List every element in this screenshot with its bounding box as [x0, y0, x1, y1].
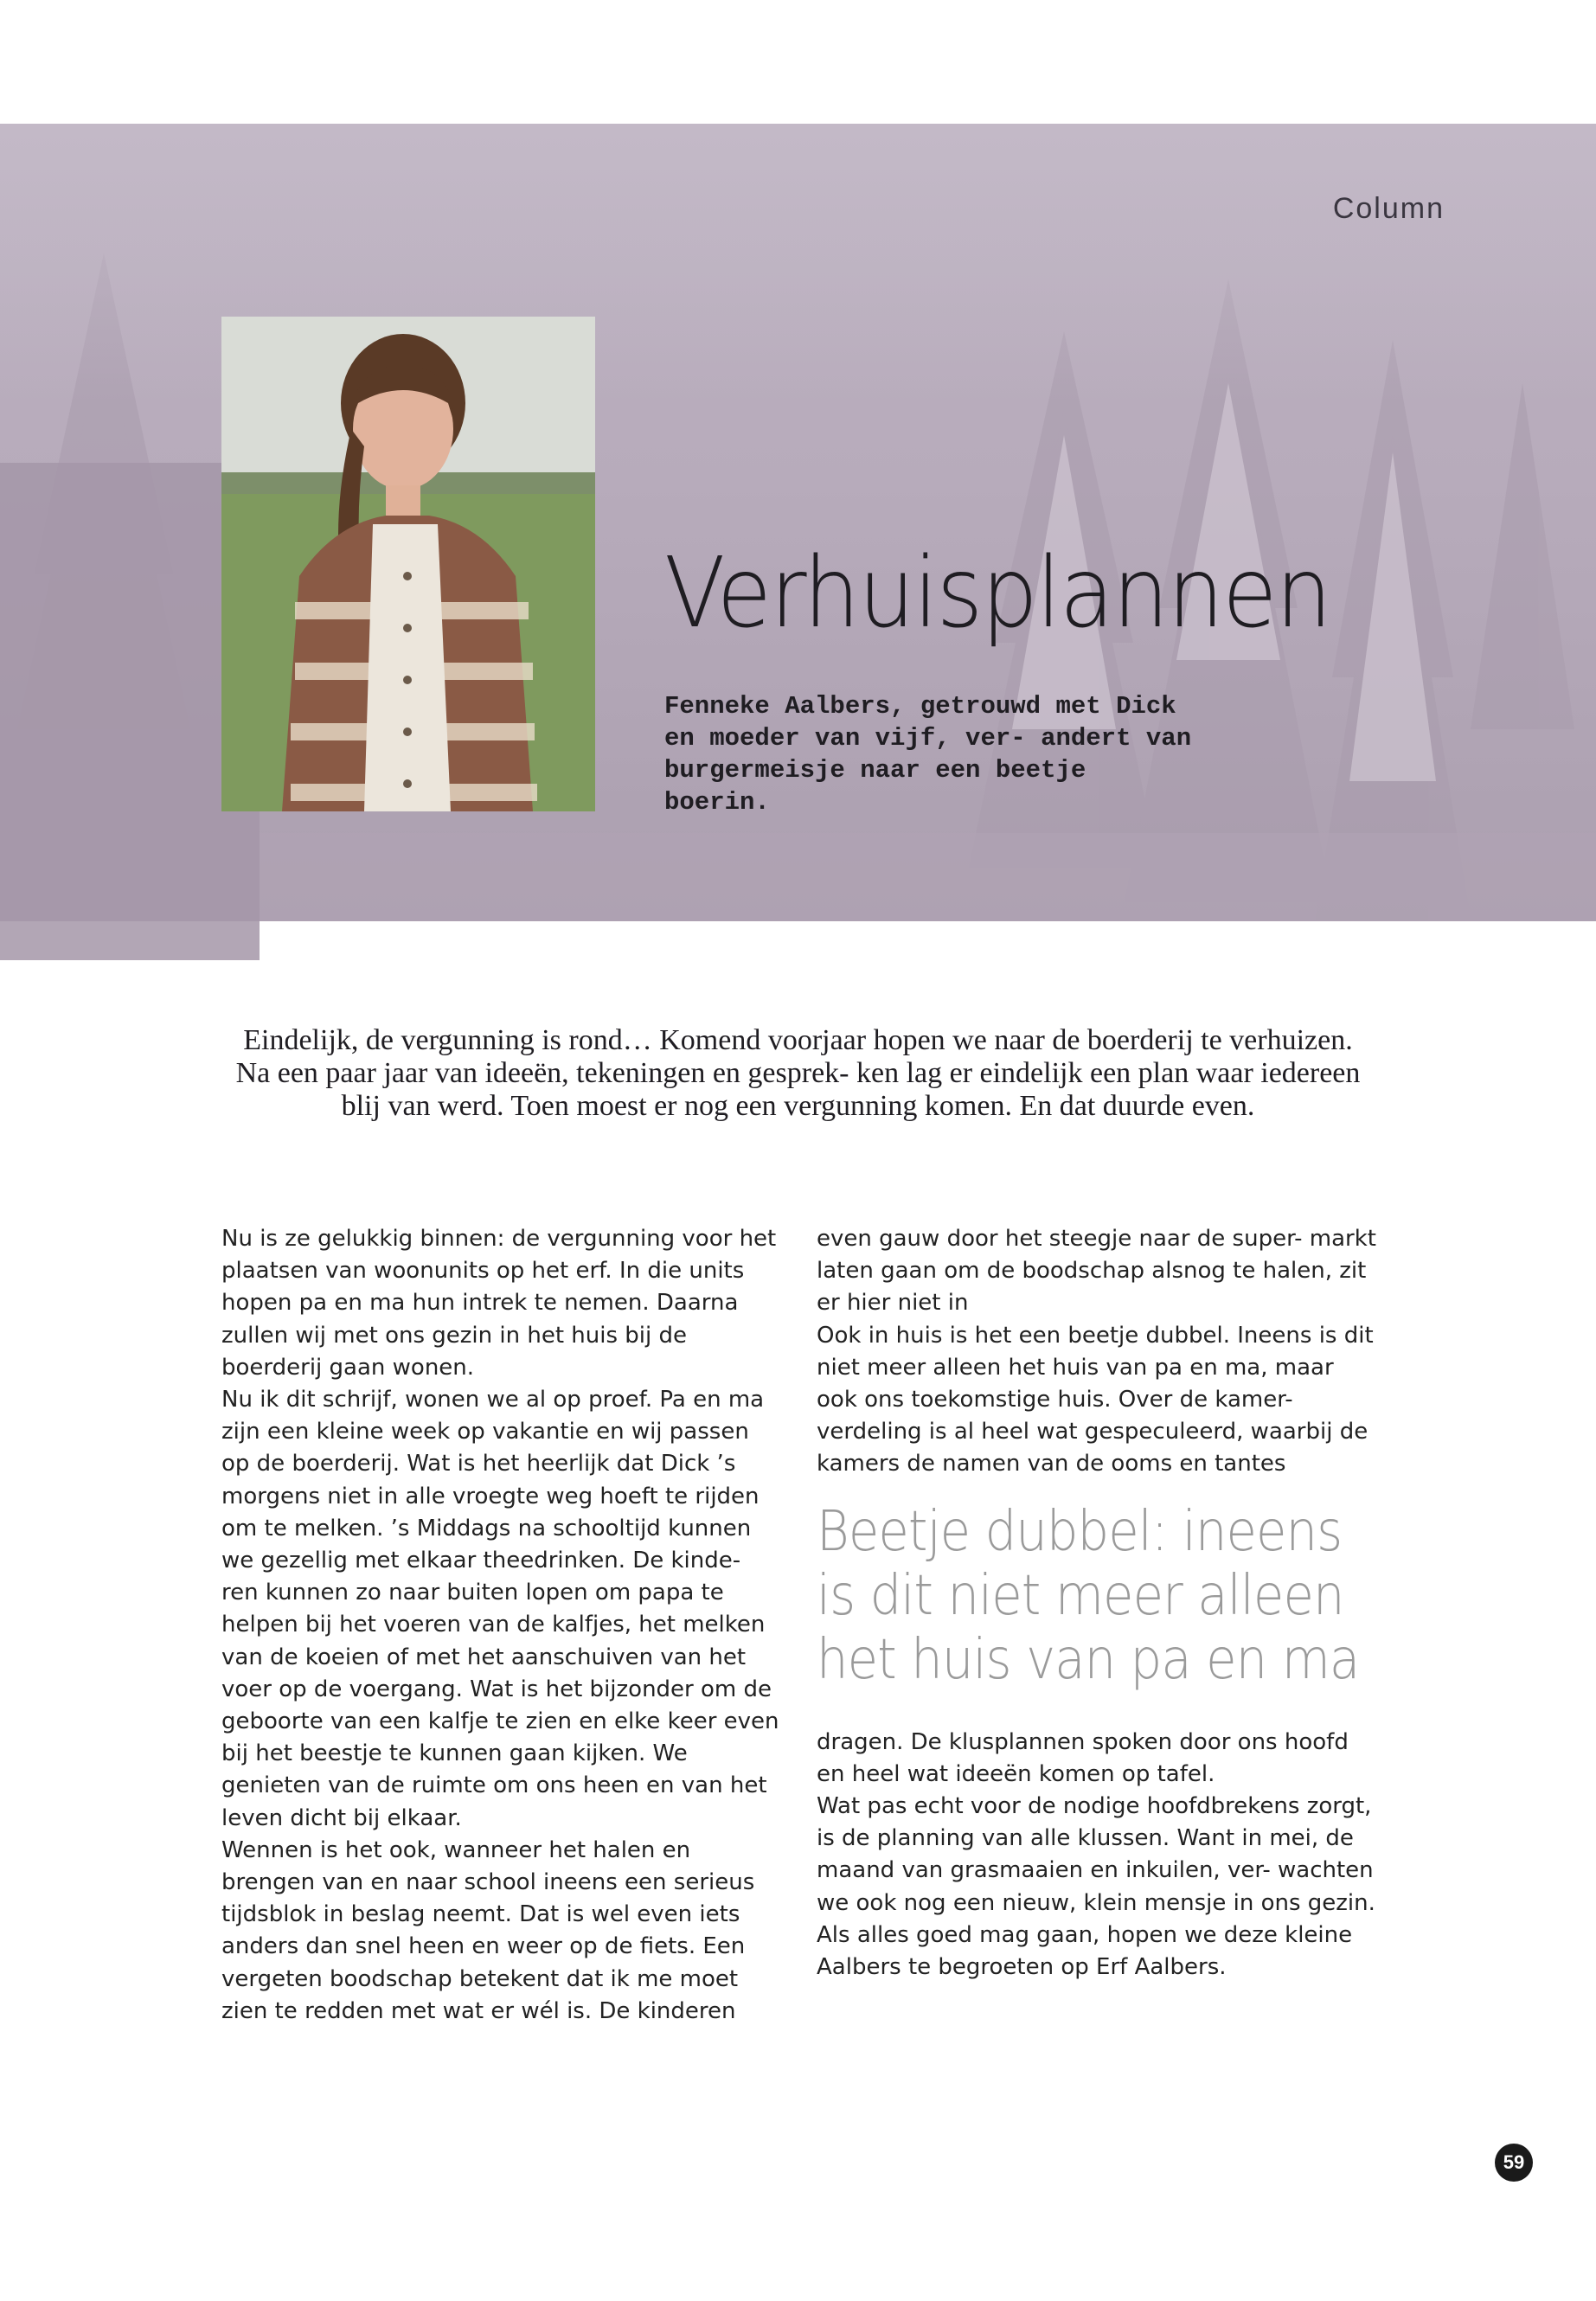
section-label: Column — [1332, 192, 1445, 225]
body-paragraph: dragen. De klusplannen spoken door ons hoofd en heel wat ideeën komen op tafel. — [817, 1728, 1349, 1787]
pull-quote: Beetje dubbel: ineens is dit niet meer alleen het huis van pa en ma — [817, 1499, 1360, 1692]
decorative-side-block — [0, 463, 260, 960]
portrait-photo-icon — [221, 317, 595, 811]
page-number-badge: 59 — [1495, 2144, 1533, 2182]
article-lead: Eindelijk, de vergunning is rond… Komend voorjaar hopen we naar de boerderij te verhuizen. Na een paar jaar van ideeën, tekeningen en gesprek- ken lag er eindelijk een plan waar iedereen blij van werd. Toen moest er nog een vergunning komen. En dat duurde even. — [235, 1024, 1361, 1122]
body-column-right — [817, 1223, 1379, 1984]
body-column-left — [221, 1223, 784, 2028]
body-paragraph: Wennen is het ook, wanneer het halen en brengen van en naar school ineens een serieus tijdsblok in beslag neemt. Dat is wel even iets anders dan snel heen en weer op de fiets. Een vergeten boodschap betekent dat ik me moet zien te redden met wat er wél is. De kinderen — [221, 1836, 755, 2024]
body-paragraph: Ook in huis is het een beetje dubbel. Ineens is dit niet meer alleen het huis van pa en ma, maar ook ons toekomstige huis. Over de kamer- verdeling is al heel wat gespeculeerd, waarbij de kamers de namen van de ooms en tantes — [817, 1322, 1374, 1477]
body-paragraph: Nu ik dit schrijf, wonen we al op proef. Pa en ma zijn een kleine week op vakantie en wij passen op de boerderij. Wat is het heerlijk dat Dick ’s morgens niet in alle vroegte weg hoeft te rijden om te melken. ’s Middags na schooltijd kunnen we gezellig met elkaar theedrinken. De kinde- ren kunnen zo naar buiten lopen om papa te helpen bij het voeren van de kalfjes, het melken van de koeien of met het aanschuiven van het voer op de voergang. Wat is het bijzonder om de geboorte van een kalfje te zien en elke keer even bij het beestje te kunnen gaan kijken. We genieten van de ruimte om ons heen en van het leven dicht bij elkaar. — [221, 1387, 779, 1831]
article-title: Verhuisplannen — [664, 537, 1331, 650]
article-subtitle: Fenneke Aalbers, getrouwd met Dick en moeder van vijf, ver- andert van burgermeisje naar een beetje boerin. — [664, 692, 1192, 817]
body-paragraph: even gauw door het steegje naar de super- markt laten gaan om de boodschap alsnog te halen, zit er hier niet in — [817, 1226, 1376, 1317]
body-paragraph: Wat pas echt voor de nodige hoofdbrekens zorgt, is de planning van alle klussen. Want in mei, de maand van grasmaaien en inkuilen, ver- wachten we ook nog een nieuw, klein mensje in ons gezin. Als alles goed mag gaan, hopen we deze kleine Aalbers te begroeten op Erf Aalbers. — [817, 1793, 1375, 1981]
author-portrait — [221, 317, 595, 811]
body-paragraph: Nu is ze gelukkig binnen: de vergunning voor het plaatsen van woonunits op het erf. In die units hopen pa en ma hun intrek te nemen. Daarna zullen wij met ons gezin in het huis bij de boerderij gaan wonen. — [221, 1226, 777, 1381]
